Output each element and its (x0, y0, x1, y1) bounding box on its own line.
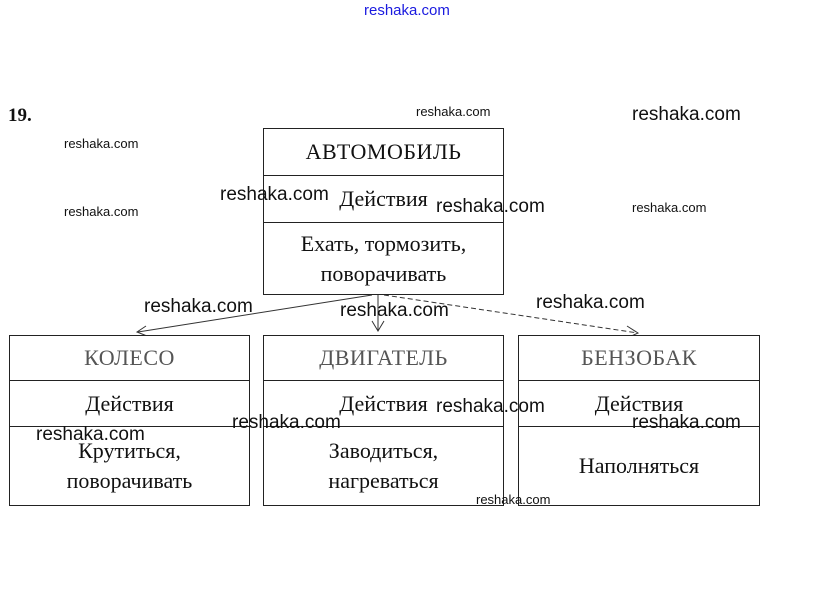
watermark: reshaka.com (632, 104, 741, 125)
watermark: reshaka.com (416, 104, 491, 119)
actions-text: Ехать, тормозить, поворачивать (300, 231, 467, 286)
watermark: reshaka.com (436, 196, 545, 217)
watermark: reshaka.com (144, 296, 253, 317)
problem-number: 19. (8, 105, 32, 126)
section-label: Действия (85, 390, 174, 416)
section-label: Действия (594, 390, 684, 416)
watermark: reshaka.com (36, 424, 145, 445)
class-title: ДВИГАТЕЛЬ (319, 345, 448, 370)
watermark: reshaka.com (64, 204, 139, 219)
watermark: reshaka.com (476, 492, 551, 507)
class-title: АВТОМОБИЛЬ (305, 139, 462, 164)
class-title: БЕНЗОБАК (581, 345, 697, 370)
watermark: reshaka.com (364, 2, 450, 19)
watermark: reshaka.com (632, 200, 707, 215)
actions-text: Крутиться, поворачивать (66, 438, 193, 493)
section-label: Действия (339, 186, 428, 211)
watermark: reshaka.com (536, 292, 645, 313)
actions-text: Наполняться (578, 453, 700, 478)
section-label: Действия (339, 390, 428, 416)
class-box-wheel (9, 335, 250, 506)
watermark: reshaka.com (64, 136, 139, 151)
watermark: reshaka.com (232, 412, 341, 433)
class-title: КОЛЕСО (84, 345, 175, 370)
actions-text: Заводиться, нагреваться (328, 438, 439, 493)
watermark: reshaka.com (632, 412, 741, 433)
watermark: reshaka.com (340, 300, 449, 321)
watermark: reshaka.com (220, 184, 329, 205)
watermark: reshaka.com (436, 396, 545, 417)
